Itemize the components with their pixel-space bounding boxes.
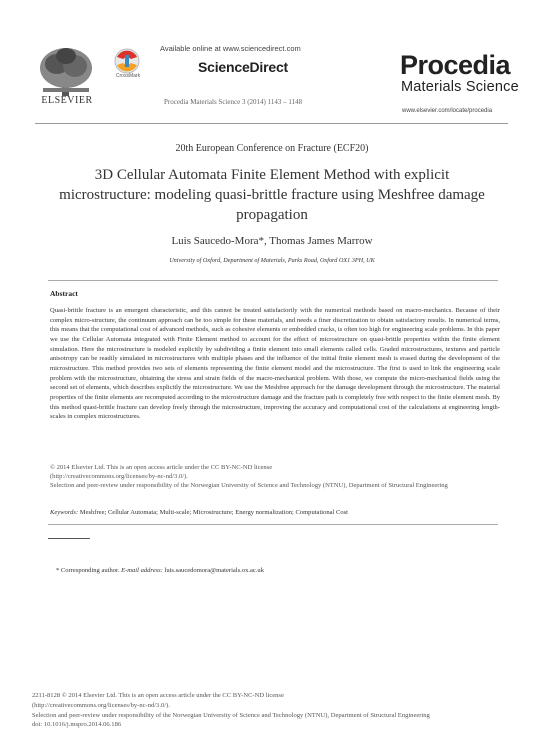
footer-copyright: 2211-8128 © 2014 Elsevier Ltd. This is an open access article under the CC BY-NC-ND license: [32, 692, 284, 699]
abstract-heading: Abstract: [50, 289, 78, 298]
page-footer: [32, 691, 522, 730]
keywords-divider: [48, 524, 498, 525]
footer-doi[interactable]: doi: 10.1016/j.mspro.2014.06.186: [32, 721, 122, 729]
keywords-list: Meshfree; Cellular Automata; Multi-scale; Microstructure; Energy normalization; Computational Cost: [78, 509, 349, 516]
author-list: Luis Saucedo-Mora*, Thomas James Marrow: [171, 235, 373, 247]
license-line: © 2014 Elsevier Ltd. This is an open access article under the CC BY-NC-ND license: [50, 464, 273, 471]
platform-name: ScienceDirect: [198, 59, 289, 75]
footer-license-link[interactable]: (http://creativecommons.org/licenses/by-nc-nd/3.0/).: [32, 701, 170, 709]
conference-name: 20th European Conference on Fracture (ECF20): [175, 143, 369, 154]
author-email[interactable]: luis.saucedomora@materials.ox.ac.uk: [162, 567, 264, 574]
abstract-top-divider: [48, 280, 498, 281]
license-block: [50, 463, 500, 490]
paper-title: 3D Cellular Automata Finite Element Method with explicit microstructure: modeling quasi-brittle fracture using Meshfree damage propagation: [59, 167, 485, 223]
journal-url[interactable]: www.elsevier.com/locate/procedia: [402, 108, 493, 114]
keywords-label: Keywords:: [50, 509, 79, 516]
footnote-rule: [48, 538, 90, 539]
email-label: E-mail address:: [121, 567, 163, 574]
license-link[interactable]: (http://creativecommons.org/licenses/by-nc-nd/3.0/).: [50, 473, 188, 480]
header-divider: [35, 123, 508, 124]
author-affiliation: University of Oxford, Department of Materials, Parks Road, Oxford OX1 3PH, UK: [169, 257, 375, 264]
journal-brand-subtitle: Materials Science: [401, 79, 519, 95]
keywords-line: [50, 509, 500, 516]
journal-citation: Procedia Materials Science 3 (2014) 1143 – 1148: [164, 98, 303, 106]
peer-review-line: Selection and peer-review under responsibility of the Norwegian University of Science and Technology (NTNU), Department of Structural Engineering: [50, 482, 448, 489]
crossmark-label: CrossMark: [115, 73, 141, 79]
footer-peer-review: Selection and peer-review under responsibility of the Norwegian University of Science and Technology (NTNU), Department of Structural Engineering: [32, 711, 430, 719]
journal-brand: Procedia: [400, 50, 511, 80]
footnote-prefix: * Corresponding author.: [56, 567, 122, 574]
publisher-name: ELSEVIER: [41, 95, 93, 106]
abstract-text: Quasi-brittle fracture is an emergent characteristic, and this cannot be treated satisfactorily with the numerical methods based on macro-mechanics. Because of their complex micro-structure, the continuum approach can be too simple for these materials, and needs a finer discretization to obtain satisfactory results. In numerical terms, this means that the computational cost of advanced methods, such as cohesive elements or embedded cracks, is often too high for engineering scale problems. In this paper we use the Cellular Automata integrated with Finite Element method to account for the effect of microstructure on quasi-brittle properties within the finite element simulation. Here the microstructure is modeled explicitly by subdividing a finite element into small elements called cells. Graded microstructures, textures and particle anisotropy can be readily simulated in microstructures with multiple phases and the influence of the initial finite element mesh is erased during the development of the microstructure. This method provides two sets of elements representing the finite element model and the microstructure. The first is used to link the engineering scale problem with the microstructure, obtaining the stress and strain fields of the macro-mechanical problem. With those, we compute the micro-mechanical fields using the second set of elements, which describes explicitly the microstructure. We use the Meshfree approach for the damage development through the microstructure. The material properties of the finite elements are recomputed according to the microstructure damage and the fracture path is completely free with respect to the finite element mesh. By this method quasi-brittle fracture can develop freely through the microstructure, improving the accuracy and computational cost of the calculations at engineering length-scales in complex microstructures.: [50, 307, 500, 421]
corresponding-author-footnote: [56, 567, 496, 574]
availability-line: Available online at www.sciencedirect.com: [160, 44, 301, 53]
